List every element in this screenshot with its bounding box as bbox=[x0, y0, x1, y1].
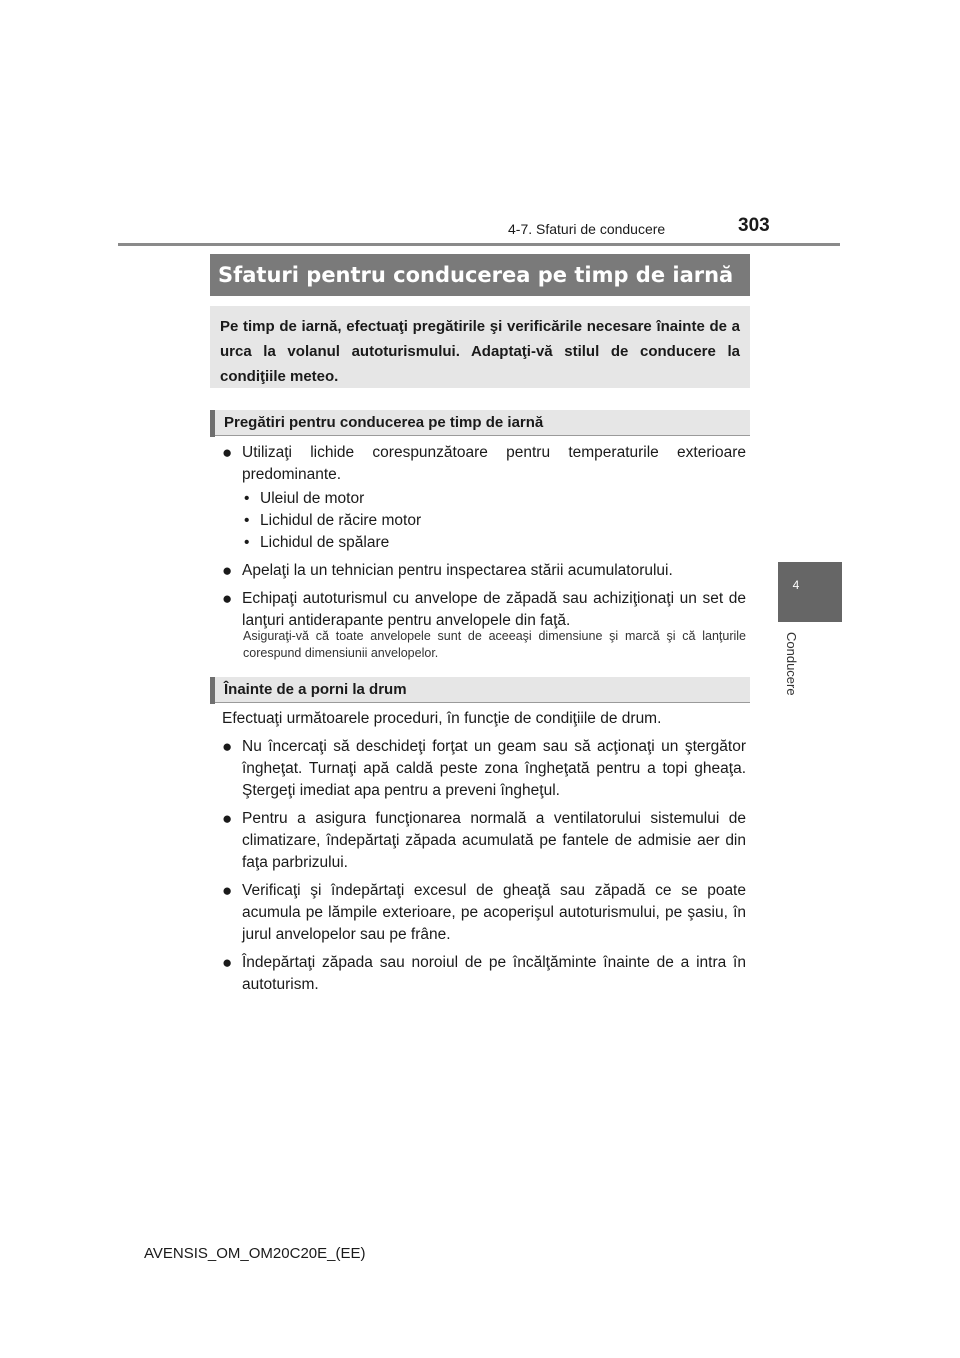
list-item bbox=[222, 880, 746, 946]
chapter-tab-label: Conducere bbox=[784, 632, 799, 696]
sub-item-text: Lichidul de spălare bbox=[260, 534, 390, 551]
sub-bullet-icon: • bbox=[244, 512, 250, 529]
sub-item-text: Lichidul de răcire motor bbox=[260, 512, 422, 529]
sub-list-item bbox=[222, 510, 746, 532]
note-text: Asiguraţi-vă că toate anvelopele sunt de aceeaşi dimensiune şi marcă şi că lanţurile corespund dimensiunii anvelopelor. bbox=[243, 629, 746, 660]
bullet-icon: ● bbox=[222, 737, 233, 756]
bullet-icon: ● bbox=[222, 443, 233, 462]
page-title: Sfaturi pentru conducerea pe timp de iarnă bbox=[210, 254, 750, 296]
bullet-text: Apelaţi la un tehnician pentru inspectarea stării acumulatorului. bbox=[242, 562, 673, 579]
sub-item-text: Uleiul de motor bbox=[260, 490, 365, 507]
section-lead: Efectuaţi următoarele proceduri, în funcţie de condiţiile de drum. bbox=[222, 710, 662, 727]
bullet-text: Echipaţi autoturismul cu anvelope de zăpadă sau achiziţionaţi un set de lanţuri antiderapante pentru anvelopele din faţă. bbox=[242, 590, 746, 629]
header-section-title: 4-7. Sfaturi de conducere bbox=[508, 221, 666, 237]
list-item bbox=[222, 442, 746, 486]
list-item bbox=[222, 952, 746, 996]
page-number: 303 bbox=[738, 215, 770, 236]
bullet-text: Pentru a asigura funcţionarea normală a ventilatorului sistemului de climatizare, îndepărtaţi zăpada acumulată pe fantele de admisie aer din faţa parbrizului. bbox=[242, 810, 746, 871]
bullet-text: Verificaţi şi îndepărtaţi excesul de gheaţă sau zăpadă ce se poate acumula pe lămpile exterioare, pe acoperişul autoturismului, pe şasiu, în jurul anvelopelor sau pe frâne. bbox=[242, 882, 746, 943]
sub-list-item bbox=[222, 488, 746, 510]
list-item bbox=[222, 588, 746, 632]
list-item bbox=[222, 736, 746, 802]
footer-doc-code: AVENSIS_OM_OM20C20E_(EE) bbox=[144, 1245, 366, 1262]
section-heading-before-driving: Înainte de a porni la drum bbox=[210, 677, 750, 703]
bullet-text: Utilizaţi lichide corespunzătoare pentru temperaturile exterioare predominante. bbox=[242, 444, 746, 483]
sub-bullet-icon: • bbox=[244, 490, 250, 507]
bullet-icon: ● bbox=[222, 561, 233, 580]
sub-bullet-icon: • bbox=[244, 534, 250, 551]
list-item bbox=[222, 560, 746, 582]
chapter-tab bbox=[778, 562, 842, 622]
list-item bbox=[222, 808, 746, 874]
section-before-driving-content bbox=[222, 708, 746, 1002]
bullet-icon: ● bbox=[222, 589, 233, 608]
intro-text: Pe timp de iarnă, efectuaţi pregătirile şi verificările necesare înainte de a urca la volanul autoturismului. Adaptaţi-vă stilul de conducere la condiţiile meteo. bbox=[220, 318, 740, 385]
bullet-icon: ● bbox=[222, 953, 233, 972]
bullet-text: Îndepărtaţi zăpada sau noroiul de pe încălţăminte înainte de a intra în autoturism. bbox=[242, 954, 746, 993]
bullet-icon: ● bbox=[222, 809, 233, 828]
intro-box bbox=[210, 306, 750, 388]
section-preparation-content bbox=[222, 442, 746, 638]
bullet-icon: ● bbox=[222, 881, 233, 900]
section-heading-preparation: Pregătiri pentru conducerea pe timp de iarnă bbox=[210, 410, 750, 436]
chapter-tab-number: 4 bbox=[792, 578, 800, 592]
header-divider bbox=[118, 243, 840, 246]
bullet-text: Nu încercaţi să deschideţi forţat un geam sau să acţionaţi un ştergător îngheţat. Turnaţi apă caldă peste zona îngheţată pentru a topi gheaţa. Ştergeţi imediat apa pentru a preveni îngheţul. bbox=[242, 738, 746, 799]
sub-list-item bbox=[222, 532, 746, 554]
